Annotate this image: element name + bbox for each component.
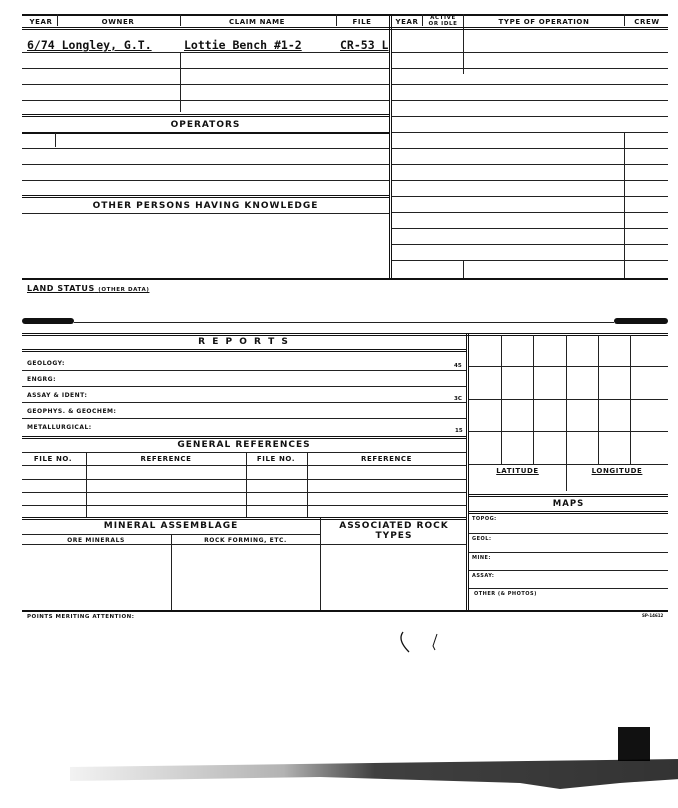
row-line xyxy=(22,465,466,466)
row-line xyxy=(22,386,466,387)
map-label-geol: GEOL: xyxy=(472,536,492,542)
divider xyxy=(624,14,625,26)
row-line xyxy=(392,212,668,213)
row-line xyxy=(22,418,466,419)
report-value-assay: 3C xyxy=(454,396,462,402)
row-line xyxy=(22,180,389,181)
ref-col-reference: REFERENCE xyxy=(140,455,192,463)
ref-col-reference-2: REFERENCE xyxy=(360,455,413,463)
divider xyxy=(180,52,181,112)
map-label-assay: ASSAY: xyxy=(472,573,495,579)
row-line xyxy=(392,180,668,181)
divider xyxy=(624,132,625,278)
section-line xyxy=(22,195,389,198)
row-line xyxy=(469,552,668,553)
points-meriting-attention-label: POINTS MERITING ATTENTION: xyxy=(27,614,135,620)
row-line xyxy=(469,533,668,534)
row-line xyxy=(392,244,668,245)
grid-line xyxy=(501,335,502,464)
report-label-geology: GEOLOGY: xyxy=(27,360,65,367)
mineral-col-rock-forming: ROCK FORMING, ETC. xyxy=(204,537,287,544)
row-line xyxy=(392,84,668,85)
row-line xyxy=(74,322,614,323)
divider xyxy=(180,14,181,26)
row-line xyxy=(392,68,668,69)
grid-line xyxy=(469,464,668,465)
row-line xyxy=(22,100,389,101)
section-line xyxy=(469,511,668,514)
mineral-col-ore: ORE MINERALS xyxy=(67,537,125,544)
row-line xyxy=(22,402,466,403)
ref-col-file-no: FILE NO. xyxy=(33,455,73,463)
row-line xyxy=(392,52,668,53)
row-line xyxy=(22,68,389,69)
row-line xyxy=(22,492,466,493)
section-line xyxy=(22,517,466,520)
entry-claim-name: Lottie Bench #1-2 xyxy=(184,38,302,52)
col-header-year-2: YEAR xyxy=(395,18,419,26)
header-bottom-border xyxy=(22,27,668,30)
section-reports: R E P O R T S xyxy=(198,337,290,347)
entry-year-owner: 6/74 Longley, G.T. xyxy=(27,38,152,52)
section-operators: OPERATORS xyxy=(170,120,241,130)
row-line xyxy=(22,148,389,149)
section-line xyxy=(22,114,389,117)
row-line xyxy=(22,370,466,371)
longitude-label: LONGITUDE xyxy=(591,467,643,475)
redaction-mark xyxy=(22,318,74,324)
col-header-file: FILE xyxy=(352,18,372,26)
row-line xyxy=(392,164,668,165)
row-line xyxy=(392,228,668,229)
divider xyxy=(422,14,423,26)
row-line xyxy=(320,544,466,545)
divider xyxy=(463,260,464,278)
map-label-mine: MINE: xyxy=(472,555,491,561)
map-label-topog: TOPOG: xyxy=(472,516,497,522)
report-value-geology: 45 xyxy=(454,363,462,369)
row-line xyxy=(469,588,668,589)
ref-col-file-no-2: FILE NO. xyxy=(256,455,296,463)
section-line xyxy=(22,333,668,336)
report-label-metallurgical: METALLURGICAL: xyxy=(27,424,92,431)
report-value-metallurgical: 15 xyxy=(455,428,463,434)
section-mineral-assemblage: MINERAL ASSEMBLAGE xyxy=(103,521,239,531)
report-label-assay: ASSAY & IDENT: xyxy=(27,392,88,399)
section-line xyxy=(469,494,668,497)
row-line xyxy=(22,479,466,480)
scan-noise-band xyxy=(20,755,678,795)
col-header-claim-name: CLAIM NAME xyxy=(228,18,286,26)
grid-line xyxy=(630,335,631,464)
grid-line xyxy=(598,335,599,464)
grid-line xyxy=(469,366,668,367)
section-line xyxy=(22,610,668,612)
row-line xyxy=(392,260,668,261)
form-number: SP-14612 xyxy=(642,613,664,618)
entry-file: CR-53 L xyxy=(340,38,389,52)
row-line xyxy=(469,570,668,571)
row-line xyxy=(22,132,389,134)
col-header-year: YEAR xyxy=(29,18,53,26)
main-divider xyxy=(389,14,392,278)
row-line xyxy=(392,196,668,197)
row-line xyxy=(22,213,389,214)
section-other-persons: OTHER PERSONS HAVING KNOWLEDGE xyxy=(92,201,319,211)
handwritten-mark xyxy=(395,630,445,660)
section-associated-rock-types: ASSOCIATED ROCK TYPES xyxy=(339,521,449,541)
col-header-crew: CREW xyxy=(634,18,660,26)
row-line xyxy=(22,544,320,545)
col-header-type-of-operation: TYPE OF OPERATION xyxy=(498,18,590,26)
section-line xyxy=(22,278,668,280)
row-line xyxy=(392,100,668,101)
divider xyxy=(171,534,172,610)
row-line xyxy=(392,148,668,149)
land-status-sublabel: (OTHER DATA) xyxy=(98,287,150,293)
map-label-other: OTHER (& PHOTOS) xyxy=(474,591,537,597)
divider xyxy=(336,14,337,26)
divider xyxy=(463,14,464,74)
row-line xyxy=(392,132,668,133)
row-line xyxy=(22,505,466,506)
row-line xyxy=(22,164,389,165)
top-border xyxy=(22,14,668,16)
report-label-engrg: ENGRG: xyxy=(27,376,56,383)
section-land-status xyxy=(27,284,149,293)
grid-line xyxy=(533,335,534,464)
row-line xyxy=(22,452,466,453)
section-line xyxy=(22,349,466,352)
col-header-active-or-idle: ACTIVE OR IDLE xyxy=(428,15,458,27)
land-status-label: LAND STATUS xyxy=(27,284,95,293)
grid-line xyxy=(469,399,668,400)
section-general-references: GENERAL REFERENCES xyxy=(177,440,311,450)
row-line xyxy=(22,84,389,85)
divider xyxy=(55,133,56,147)
row-line xyxy=(392,116,668,117)
redaction-mark xyxy=(614,318,668,324)
row-line xyxy=(22,52,389,53)
col-header-owner: OWNER xyxy=(101,18,135,26)
report-label-geophys: GEOPHYS. & GEOCHEM: xyxy=(27,408,117,415)
grid-line xyxy=(469,431,668,432)
divider xyxy=(320,518,321,610)
latitude-label: LATITUDE xyxy=(496,467,539,475)
section-maps: MAPS xyxy=(552,499,585,509)
section-line xyxy=(22,436,466,439)
